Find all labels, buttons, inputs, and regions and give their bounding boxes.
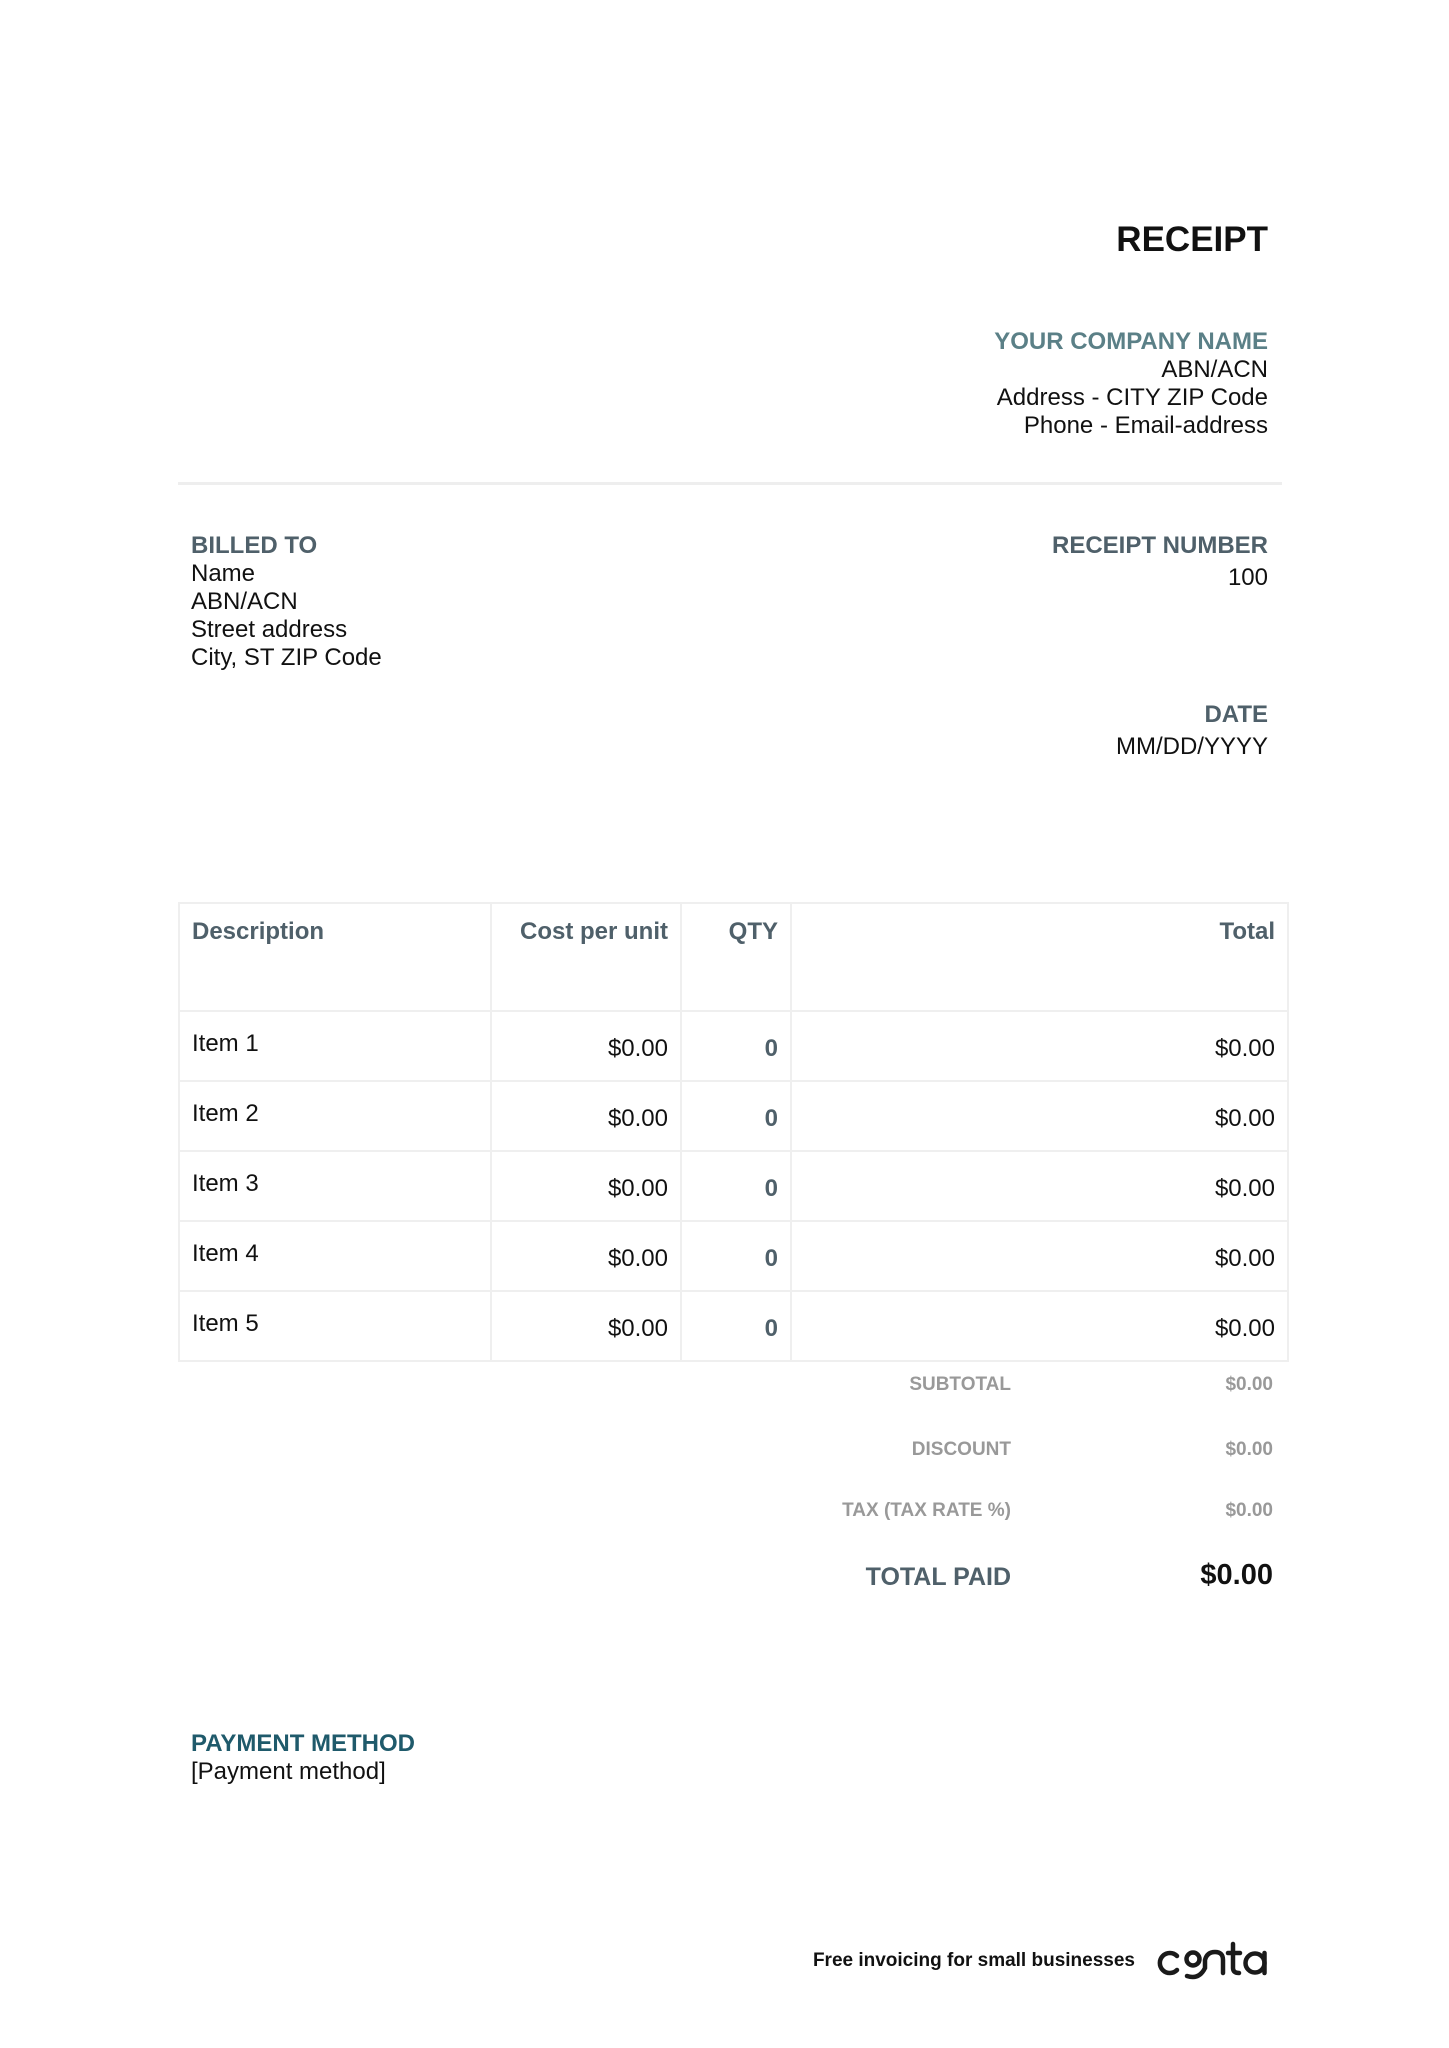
receipt-number-block [1052, 532, 1268, 592]
cell-total: $0.00 [791, 1081, 1288, 1151]
discount-label: DISCOUNT [911, 1439, 1011, 1460]
tax-value: $0.00 [1225, 1500, 1273, 1521]
table-row [179, 1291, 1288, 1361]
document-title: RECEIPT [1116, 220, 1268, 259]
billed-to-street: Street address [191, 616, 348, 643]
header-qty: QTY [681, 903, 791, 1011]
total-paid-label: TOTAL PAID [865, 1563, 1011, 1591]
billed-to-city: City, ST ZIP Code [191, 644, 382, 671]
date-value: MM/DD/YYYY [1115, 733, 1268, 760]
billed-to-abn: ABN/ACN [191, 588, 298, 615]
cell-description: Item 2 [179, 1081, 491, 1151]
cell-cost: $0.00 [491, 1011, 681, 1081]
receipt-number-label: RECEIPT NUMBER [1051, 532, 1268, 559]
cell-cost: $0.00 [491, 1291, 681, 1361]
company-block [994, 328, 1268, 440]
cell-description: Item 3 [179, 1151, 491, 1221]
cell-cost: $0.00 [491, 1151, 681, 1221]
company-address: Address - CITY ZIP Code [996, 384, 1268, 411]
header-total: Total [791, 903, 1288, 1011]
company-name: YOUR COMPANY NAME [994, 328, 1268, 355]
table-row [179, 1011, 1288, 1081]
payment-method-value: [Payment method] [191, 1758, 386, 1785]
date-block [1116, 701, 1268, 761]
cell-total: $0.00 [791, 1221, 1288, 1291]
cell-total: $0.00 [791, 1151, 1288, 1221]
subtotal-value: $0.00 [1225, 1374, 1273, 1395]
company-abn: ABN/ACN [1161, 356, 1268, 383]
cell-total: $0.00 [791, 1011, 1288, 1081]
date-label: DATE [1204, 701, 1268, 728]
table-header-row [179, 903, 1288, 1011]
cell-total: $0.00 [791, 1291, 1288, 1361]
payment-method-block [191, 1730, 415, 1786]
cell-description: Item 1 [179, 1011, 491, 1081]
items-table [178, 902, 1289, 1362]
header-description: Description [179, 903, 491, 1011]
cell-qty: 0 [681, 1011, 791, 1081]
billed-to-name: Name [191, 560, 256, 587]
cell-cost: $0.00 [491, 1221, 681, 1291]
company-contact: Phone - Email-address [1023, 412, 1268, 439]
footer-tagline: Free invoicing for small businesses [812, 1950, 1135, 1971]
discount-value: $0.00 [1225, 1439, 1273, 1460]
subtotal-label: SUBTOTAL [909, 1374, 1011, 1395]
conta-logo [1157, 1938, 1269, 1989]
payment-method-label: PAYMENT METHOD [191, 1730, 416, 1757]
tax-label: TAX (TAX RATE %) [842, 1500, 1011, 1521]
cell-cost: $0.00 [491, 1081, 681, 1151]
billed-to-label: BILLED TO [191, 532, 318, 559]
cell-description: Item 5 [179, 1291, 491, 1361]
header-cost: Cost per unit [491, 903, 681, 1011]
receipt-number-value: 100 [1227, 564, 1268, 591]
cell-qty: 0 [681, 1151, 791, 1221]
total-paid-value: $0.00 [1200, 1559, 1273, 1591]
cell-qty: 0 [681, 1081, 791, 1151]
header-divider [178, 482, 1282, 485]
table-row [179, 1221, 1288, 1291]
table-row [179, 1081, 1288, 1151]
cell-qty: 0 [681, 1221, 791, 1291]
billed-to-block [191, 532, 382, 672]
cell-qty: 0 [681, 1291, 791, 1361]
table-row [179, 1151, 1288, 1221]
cell-description: Item 4 [179, 1221, 491, 1291]
